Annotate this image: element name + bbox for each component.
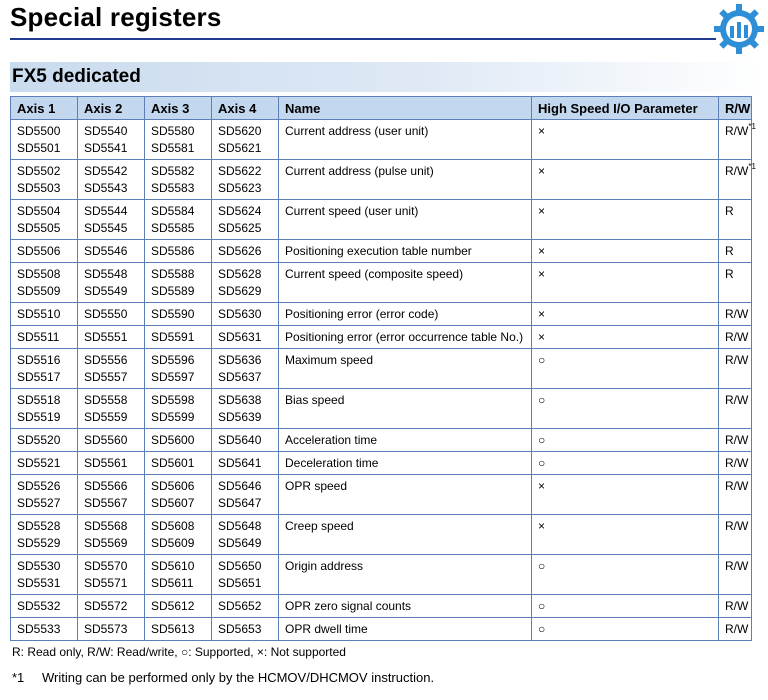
register-address: SD5590 [151,307,195,321]
cell-name: OPR dwell time [279,618,532,641]
register-address: SD5637 [218,370,262,384]
cell-name: Origin address [279,555,532,595]
register-address: SD5505 [17,221,61,235]
cell-rw [719,452,752,475]
cell-axis-2 [78,263,145,303]
register-address: SD5612 [151,599,195,613]
table-row [11,452,752,475]
cell-high-speed-io-parameter: × [532,200,719,240]
rw-value: R/W [725,164,749,178]
cell-axis-2 [78,326,145,349]
register-address: SD5517 [17,370,61,384]
cell-name: OPR speed [279,475,532,515]
register-address: SD5608 [151,519,195,533]
cell-high-speed-io-parameter: × [532,240,719,263]
cell-axis-4 [212,475,279,515]
cell-axis-2 [78,349,145,389]
register-address: SD5588 [151,267,195,281]
table-row [11,618,752,641]
cell-axis-3 [145,389,212,429]
cell-axis-4 [212,349,279,389]
cell-rw [719,618,752,641]
cell-axis-4 [212,389,279,429]
cell-axis-4 [212,515,279,555]
register-address: SD5628 [218,267,262,281]
table-row [11,555,752,595]
cell-axis-4 [212,160,279,200]
title-divider [10,38,716,40]
register-address: SD5586 [151,244,195,258]
cell-axis-1 [11,349,78,389]
cell-axis-2 [78,200,145,240]
register-address: SD5527 [17,496,61,510]
rw-value: R/W [725,519,749,533]
register-address: SD5549 [84,284,128,298]
cell-axis-1 [11,429,78,452]
cell-high-speed-io-parameter: ○ [532,389,719,429]
cell-name: Positioning error (error code) [279,303,532,326]
cell-rw [719,555,752,595]
register-address: SD5529 [17,536,61,550]
register-address: SD5518 [17,393,61,407]
register-address: SD5611 [151,576,194,590]
register-address: SD5511 [17,330,60,344]
cell-axis-2 [78,475,145,515]
footnote-mark: *1 [12,670,25,685]
register-address: SD5519 [17,410,61,424]
cell-rw [719,595,752,618]
header-axis-4: Axis 4 [212,97,279,120]
cell-high-speed-io-parameter: ○ [532,349,719,389]
register-address: SD5596 [151,353,195,367]
register-address: SD5540 [84,124,128,138]
cell-axis-2 [78,515,145,555]
cell-axis-3 [145,326,212,349]
cell-axis-2 [78,160,145,200]
cell-high-speed-io-parameter: ○ [532,452,719,475]
register-address: SD5613 [151,622,195,636]
register-address: SD5504 [17,204,61,218]
register-address: SD5557 [84,370,128,384]
cell-axis-1 [11,263,78,303]
cell-axis-1 [11,200,78,240]
register-address: SD5629 [218,284,262,298]
register-address: SD5652 [218,599,262,613]
table-header-row [11,97,752,120]
register-address: SD5502 [17,164,61,178]
cell-axis-4 [212,555,279,595]
rw-value: R/W [725,353,749,367]
rw-value: R/W [725,599,749,613]
register-address: SD5649 [218,536,262,550]
cell-axis-2 [78,452,145,475]
register-address: SD5599 [151,410,195,424]
cell-high-speed-io-parameter: ○ [532,618,719,641]
cell-axis-3 [145,429,212,452]
register-address: SD5543 [84,181,128,195]
cell-axis-4 [212,452,279,475]
register-address: SD5503 [17,181,61,195]
cell-axis-3 [145,595,212,618]
special-registers-table [10,96,756,641]
cell-axis-3 [145,349,212,389]
rw-value: R [725,267,734,281]
cell-name: Bias speed [279,389,532,429]
cell-axis-4 [212,303,279,326]
cell-axis-3 [145,240,212,263]
register-address: SD5621 [218,141,262,155]
register-address: SD5509 [17,284,61,298]
register-address: SD5556 [84,353,128,367]
legend-text: R: Read only, R/W: Read/write, ○: Supported, ×: Not supported [12,645,346,659]
register-address: SD5542 [84,164,128,178]
register-address: SD5551 [84,330,128,344]
register-address: SD5638 [218,393,262,407]
header-axis-2: Axis 2 [78,97,145,120]
cell-axis-3 [145,555,212,595]
rw-value: R/W [725,393,749,407]
register-address: SD5606 [151,479,195,493]
cell-name: Creep speed [279,515,532,555]
register-address: SD5624 [218,204,262,218]
register-address: SD5639 [218,410,262,424]
register-address: SD5646 [218,479,262,493]
cell-axis-4 [212,240,279,263]
rw-value: R/W [725,479,749,493]
cell-high-speed-io-parameter: × [532,160,719,200]
register-address: SD5532 [17,599,61,613]
cell-rw [719,389,752,429]
table-row [11,303,752,326]
register-address: SD5647 [218,496,262,510]
register-address: SD5550 [84,307,128,321]
cell-high-speed-io-parameter: × [532,326,719,349]
cell-axis-2 [78,240,145,263]
register-address: SD5561 [84,456,128,470]
cell-high-speed-io-parameter: ○ [532,595,719,618]
cell-axis-1 [11,555,78,595]
cell-name: Deceleration time [279,452,532,475]
cell-rw [719,349,752,389]
register-address: SD5580 [151,124,195,138]
header-axis-3: Axis 3 [145,97,212,120]
cell-axis-1 [11,452,78,475]
cell-axis-2 [78,303,145,326]
register-address: SD5560 [84,433,128,447]
cell-axis-1 [11,475,78,515]
register-address: SD5591 [151,330,195,344]
register-address: SD5558 [84,393,128,407]
register-address: SD5541 [84,141,128,155]
cell-name: Current speed (user unit) [279,200,532,240]
cell-rw [719,120,756,160]
register-address: SD5589 [151,284,195,298]
register-address: SD5571 [84,576,128,590]
cell-axis-3 [145,515,212,555]
register-address: SD5631 [218,330,262,344]
cell-rw [719,160,756,200]
cell-name: Current speed (composite speed) [279,263,532,303]
cell-name: Current address (user unit) [279,120,532,160]
section-title: FX5 dedicated [12,66,141,87]
cell-axis-4 [212,263,279,303]
register-address: SD5583 [151,181,195,195]
rw-value: R/W [725,330,749,344]
cell-axis-2 [78,120,145,160]
cell-axis-2 [78,595,145,618]
register-address: SD5620 [218,124,262,138]
cell-axis-3 [145,263,212,303]
cell-rw [719,475,752,515]
cell-high-speed-io-parameter: ○ [532,429,719,452]
table-row [11,595,752,618]
cell-axis-1 [11,389,78,429]
cell-name: Current address (pulse unit) [279,160,532,200]
cell-high-speed-io-parameter: ○ [532,555,719,595]
register-address: SD5600 [151,433,195,447]
register-address: SD5500 [17,124,61,138]
register-address: SD5528 [17,519,61,533]
page-title: Special registers [10,2,222,32]
cell-axis-1 [11,120,78,160]
cell-axis-3 [145,475,212,515]
table-row [11,475,752,515]
cell-axis-2 [78,618,145,641]
cell-axis-4 [212,429,279,452]
register-address: SD5598 [151,393,195,407]
cell-axis-1 [11,618,78,641]
register-address: SD5640 [218,433,262,447]
register-address: SD5516 [17,353,61,367]
register-address: SD5544 [84,204,128,218]
cell-axis-3 [145,120,212,160]
table-body [11,120,756,641]
register-address: SD5626 [218,244,262,258]
table-row [11,389,752,429]
footnote-reference: *1 [748,122,756,131]
footnote-text: Writing can be performed only by the HCMOV/DHCMOV instruction. [42,670,435,685]
cell-high-speed-io-parameter: × [532,475,719,515]
register-address: SD5601 [151,456,195,470]
register-address: SD5653 [218,622,262,636]
cell-high-speed-io-parameter: × [532,120,719,160]
register-address: SD5597 [151,370,195,384]
header-axis-1: Axis 1 [11,97,78,120]
cell-axis-1 [11,595,78,618]
register-address: SD5650 [218,559,262,573]
register-address: SD5651 [218,576,262,590]
register-address: SD5573 [84,622,128,636]
register-address: SD5625 [218,221,262,235]
cell-axis-1 [11,240,78,263]
header-high-speed-io-parameter: High Speed I/O Parameter [532,97,719,120]
cell-name: Maximum speed [279,349,532,389]
cell-axis-4 [212,120,279,160]
cell-rw [719,240,752,263]
register-address: SD5521 [17,456,61,470]
register-address: SD5526 [17,479,61,493]
register-address: SD5533 [17,622,61,636]
register-address: SD5531 [17,576,61,590]
rw-value: R [725,244,734,258]
cell-axis-1 [11,326,78,349]
cell-high-speed-io-parameter: × [532,515,719,555]
cell-high-speed-io-parameter: × [532,303,719,326]
register-address: SD5610 [151,559,195,573]
rw-value: R/W [725,307,749,321]
rw-value: R [725,204,734,218]
cell-axis-3 [145,618,212,641]
register-address: SD5566 [84,479,128,493]
cell-axis-2 [78,389,145,429]
register-address: SD5581 [151,141,195,155]
register-address: SD5584 [151,204,195,218]
cell-axis-2 [78,555,145,595]
cell-axis-2 [78,429,145,452]
register-address: SD5570 [84,559,128,573]
register-address: SD5636 [218,353,262,367]
register-address: SD5567 [84,496,128,510]
register-address: SD5559 [84,410,128,424]
table-row [11,263,752,303]
register-address: SD5508 [17,267,61,281]
rw-value: R/W [725,559,749,573]
cell-axis-4 [212,595,279,618]
rw-value: R/W [725,456,749,470]
table-row [11,240,752,263]
table-row [11,515,752,555]
rw-value: R/W [725,433,749,447]
cell-rw [719,429,752,452]
plc247-logo-icon [712,2,766,56]
cell-axis-3 [145,452,212,475]
cell-axis-3 [145,303,212,326]
cell-rw [719,200,752,240]
table-row [11,326,752,349]
header-name: Name [279,97,532,120]
register-address: SD5510 [17,307,61,321]
register-address: SD5641 [218,456,262,470]
table-row [11,429,752,452]
cell-axis-3 [145,160,212,200]
register-address: SD5609 [151,536,195,550]
cell-axis-1 [11,515,78,555]
cell-axis-3 [145,200,212,240]
register-address: SD5569 [84,536,128,550]
register-address: SD5520 [17,433,61,447]
register-address: SD5501 [17,141,61,155]
register-address: SD5572 [84,599,128,613]
cell-name: Positioning error (error occurrence table No.) [279,326,532,349]
table-row [11,200,752,240]
cell-axis-4 [212,326,279,349]
register-address: SD5506 [17,244,61,258]
cell-rw [719,326,752,349]
cell-name: Acceleration time [279,429,532,452]
register-address: SD5623 [218,181,262,195]
register-address: SD5607 [151,496,195,510]
register-address: SD5548 [84,267,128,281]
rw-value: R/W [725,124,749,138]
register-address: SD5545 [84,221,128,235]
register-address: SD5585 [151,221,195,235]
cell-rw [719,303,752,326]
table-row [11,349,752,389]
cell-rw [719,515,752,555]
register-address: SD5648 [218,519,262,533]
register-address: SD5546 [84,244,128,258]
register-address: SD5568 [84,519,128,533]
register-address: SD5630 [218,307,262,321]
cell-axis-4 [212,618,279,641]
cell-axis-1 [11,303,78,326]
rw-value: R/W [725,622,749,636]
footnote-reference: *1 [748,162,756,171]
register-address: SD5622 [218,164,262,178]
cell-high-speed-io-parameter: × [532,263,719,303]
cell-axis-1 [11,160,78,200]
register-address: SD5530 [17,559,61,573]
table-row [11,120,752,160]
table-row [11,160,752,200]
cell-name: Positioning execution table number [279,240,532,263]
register-address: SD5582 [151,164,195,178]
cell-rw [719,263,752,303]
footnote [12,670,434,685]
cell-axis-4 [212,200,279,240]
header-rw: R/W [719,97,752,120]
cell-name: OPR zero signal counts [279,595,532,618]
